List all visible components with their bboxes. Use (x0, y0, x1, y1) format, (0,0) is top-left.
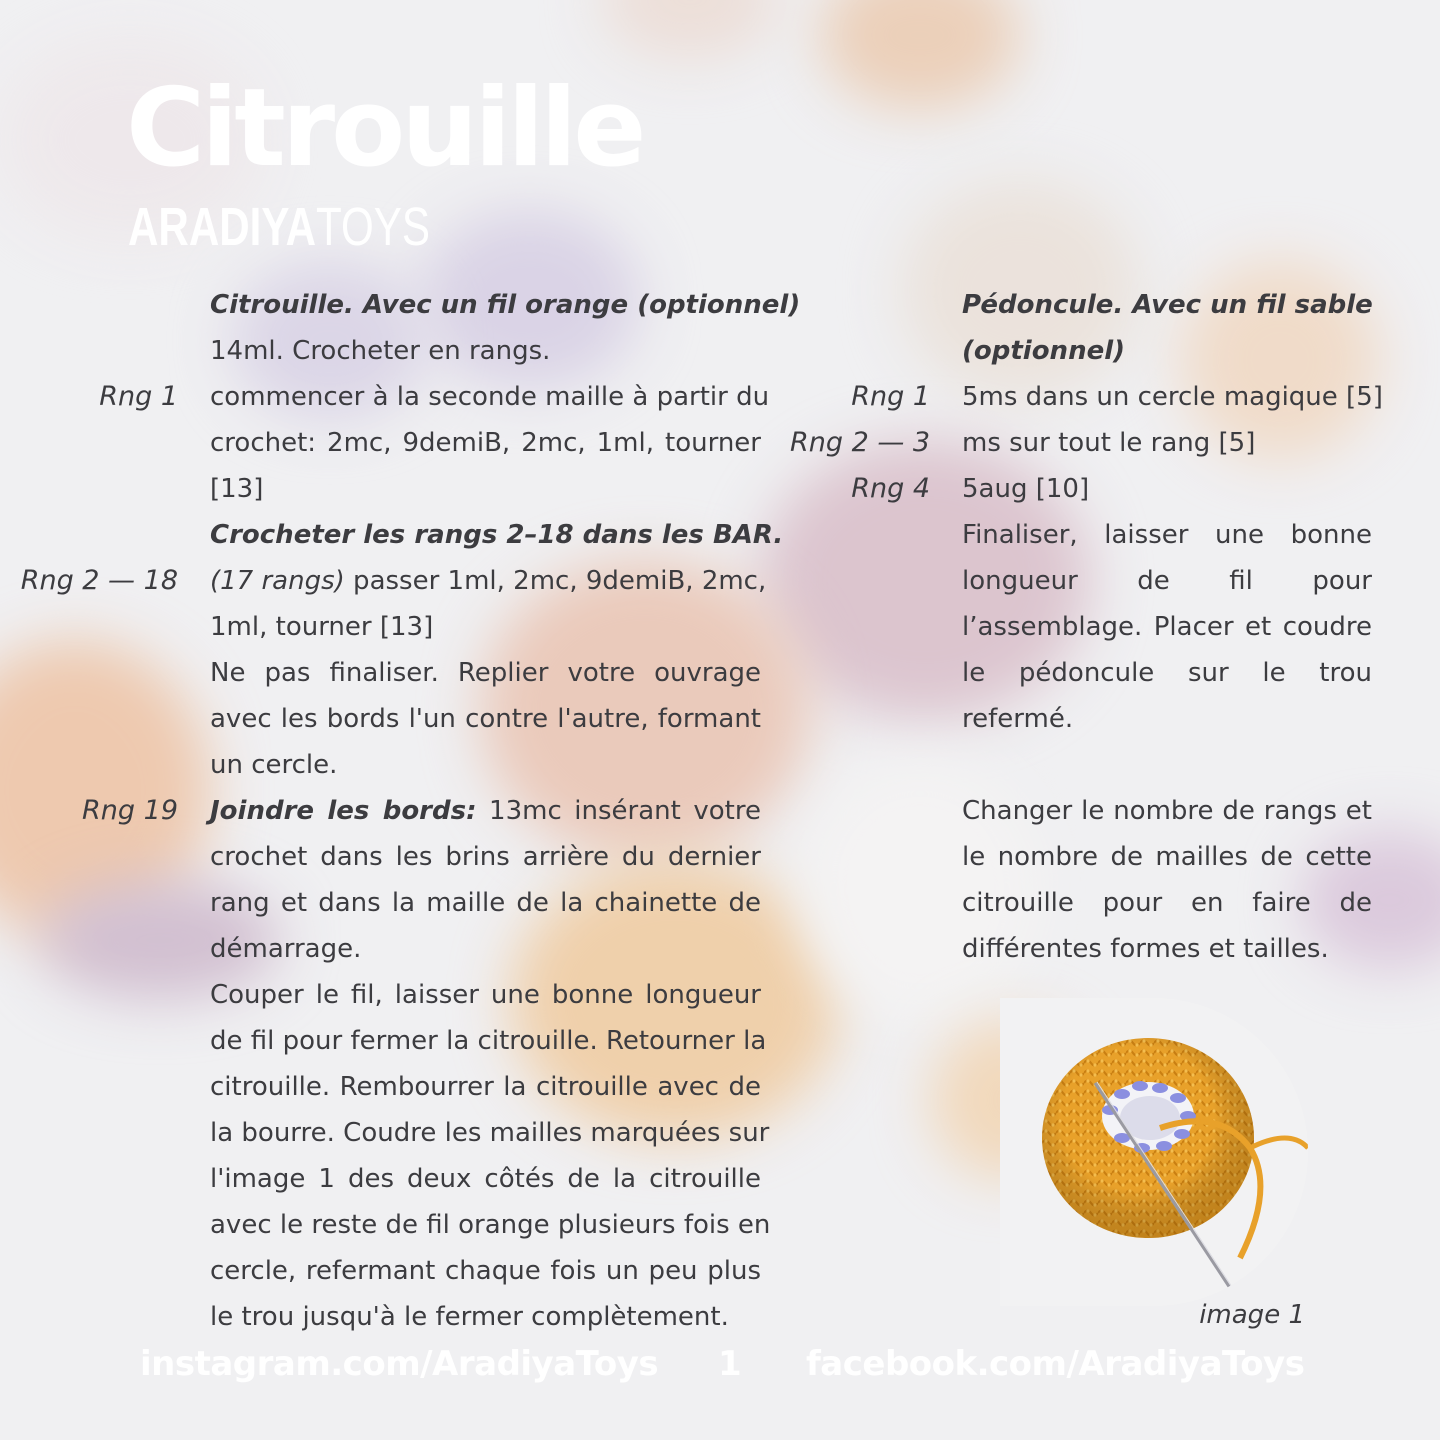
cut-line: de fil pour fermer la citrouille. Retourner la (210, 1026, 767, 1056)
rng1-line: crochet: 2mc, 9demiB, 2mc, 1ml, tourner (210, 428, 761, 458)
instagram-link[interactable]: instagram.com/AradiyaToys (140, 1344, 659, 1384)
page-number: 1 (718, 1344, 742, 1384)
stem-rng1-text: 5ms dans un cercle magique [5] (962, 382, 1383, 412)
pumpkin-photo (1000, 998, 1308, 1306)
rng1-line: commencer à la seconde maille à partir du (210, 382, 770, 412)
finish-line: l’assemblage. Placer et coudre (962, 612, 1372, 642)
change-line: Changer le nombre de rangs et (962, 796, 1372, 826)
cut-line: la bourre. Coudre les mailles marquées sur (210, 1118, 770, 1148)
rng2-italic: (17 rangs) (210, 566, 345, 596)
finish-line: longueur de fil pour (962, 566, 1372, 596)
cut-line: cercle, refermant chaque fois un peu plus (210, 1256, 761, 1286)
rng19-line: crochet dans les brins arrière du dernier (210, 842, 761, 872)
right-heading: Pédoncule. Avec un fil sable (962, 290, 1373, 320)
rng19-line: rang et dans la maille de la chainette de (210, 888, 761, 918)
fold-line: un cercle. (210, 750, 338, 780)
stem-rng4-text: 5aug [10] (962, 474, 1090, 504)
cut-line: citrouille. Rembourrer la citrouille avec de (210, 1072, 761, 1102)
cut-line: le trou jusqu'à le fermer complètement. (210, 1302, 729, 1332)
cut-line: Couper le fil, laisser une bonne longueur (210, 980, 761, 1010)
fold-line: avec les bords l'un contre l'autre, formant (210, 704, 761, 734)
change-line: différentes formes et tailles. (962, 934, 1329, 964)
fold-line: Ne pas finaliser. Replier votre ouvrage (210, 658, 761, 688)
row-label-rng2-18: Rng 2 — 18 (20, 565, 178, 596)
brand-bold: ARADIYA (128, 197, 317, 257)
stem-rng23-text: ms sur tout le rang [5] (962, 428, 1256, 458)
page-title: Citrouille (126, 66, 643, 191)
finish-line: refermé. (962, 704, 1074, 734)
rng19-line: démarrage. (210, 934, 362, 964)
row-label-rng1: Rng 1 (851, 381, 930, 412)
change-line: citrouille pour en faire de (962, 888, 1372, 918)
rng19-line (210, 788, 761, 834)
change-line: le nombre de mailles de cette (962, 842, 1372, 872)
rng2-line: 1ml, tourner [13] (210, 612, 434, 642)
facebook-link[interactable]: facebook.com/AradiyaToys (806, 1344, 1305, 1384)
brand-logo (128, 196, 430, 258)
cut-line: l'image 1 des deux côtés de la citrouille (210, 1164, 761, 1194)
rng19-text: 13mc insérant votre (476, 796, 761, 826)
image-caption: image 1 (1199, 1300, 1305, 1330)
row-label-rng19: Rng 19 (82, 795, 178, 826)
bar-heading: Crocheter les rangs 2–18 dans les BAR. (210, 520, 784, 550)
rng1-line: [13] (210, 474, 264, 504)
row-label-rng4: Rng 4 (851, 473, 930, 504)
rng2-text: passer 1ml, 2mc, 9demiB, 2mc, (344, 566, 767, 596)
rng19-bold: Joindre les bords: (210, 796, 477, 826)
finish-line: le pédoncule sur le trou (962, 658, 1372, 688)
finish-line: Finaliser, laisser une bonne (962, 520, 1372, 550)
left-heading: Citrouille. Avec un fil orange (optionnel) (210, 290, 801, 320)
cut-line: avec le reste de fil orange plusieurs fois en (210, 1210, 771, 1240)
right-heading: (optionnel) (962, 336, 1126, 366)
row-label-rng1: Rng 1 (99, 381, 178, 412)
crochet-pumpkin-illustration (1000, 998, 1308, 1306)
row-label-rng2-3: Rng 2 — 3 (790, 427, 931, 458)
brand-light: TOYS (316, 197, 430, 257)
rng2-line (210, 558, 767, 604)
intro-text: 14ml. Crocheter en rangs. (210, 336, 551, 366)
